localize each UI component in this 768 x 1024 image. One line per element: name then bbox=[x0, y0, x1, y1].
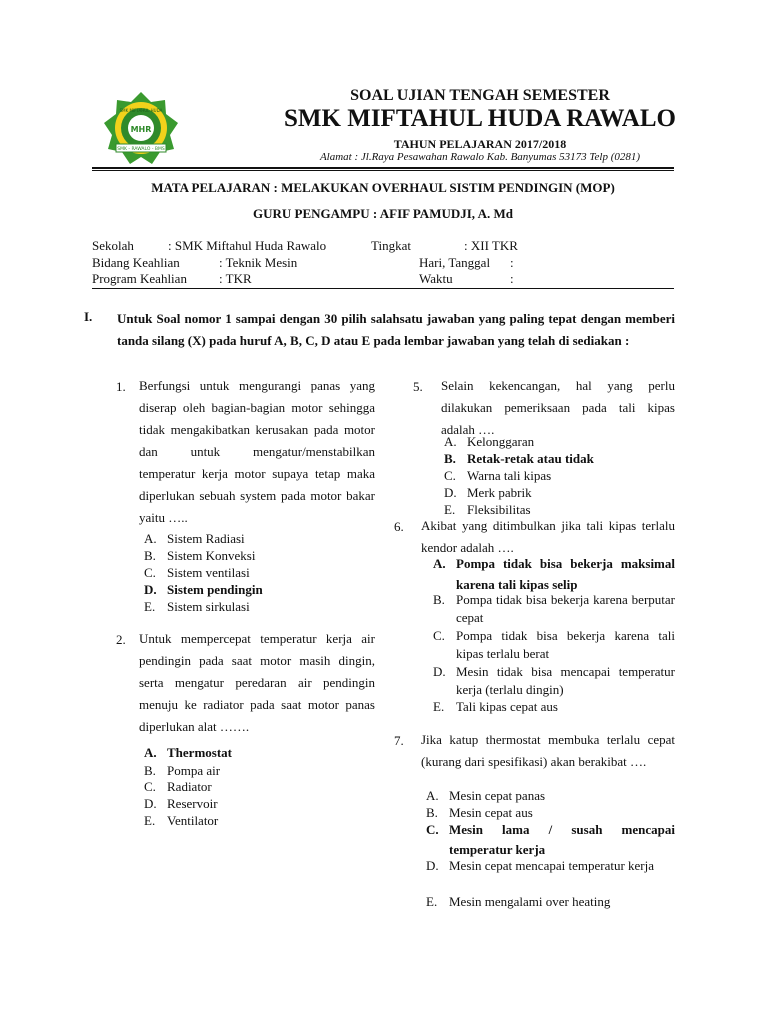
option-text: Pompa air bbox=[167, 763, 221, 778]
option-letter: B. bbox=[426, 805, 438, 820]
question-text: Untuk mempercepat temperatur kerja air pendingin pada saat motor masih dingin, serta mengatur peredaran air pendingin menuju ke radiator pada saat motor panas diperlukan alat ……. bbox=[139, 631, 375, 734]
option-text: Merk pabrik bbox=[467, 485, 532, 500]
section-number: I. bbox=[84, 309, 93, 324]
option-letter: C. bbox=[433, 628, 445, 643]
question-number: 1. bbox=[116, 379, 126, 394]
logo-center-text: MHR bbox=[130, 125, 152, 134]
header-divider bbox=[92, 167, 674, 169]
option-letter: A. bbox=[433, 556, 446, 571]
option-text: Sistem ventilasi bbox=[167, 565, 250, 580]
header-divider-thin bbox=[92, 170, 674, 171]
option-text: Pompa tidak bisa bekerja maksimal karena tali kipas selip bbox=[456, 556, 675, 592]
option-letter: A. bbox=[144, 745, 157, 760]
option-text: Pompa tidak bisa bekerja karena tali kipas terlalu berat bbox=[456, 628, 675, 661]
logo-banner-text: SMK - RAWALO - BMS bbox=[117, 147, 165, 152]
option-letter: B. bbox=[144, 763, 156, 778]
option-text: Tali kipas cepat aus bbox=[456, 699, 558, 714]
option-letter: B. bbox=[144, 548, 156, 563]
option-letter: E. bbox=[144, 813, 156, 828]
option-letter: D. bbox=[444, 485, 457, 500]
hari-label: Hari, Tanggal bbox=[419, 255, 491, 270]
option-text: Mesin cepat panas bbox=[449, 788, 546, 803]
option-letter: E. bbox=[433, 699, 445, 714]
option-text: Fleksibilitas bbox=[467, 502, 531, 517]
question-number: 5. bbox=[413, 379, 423, 394]
option-letter: A. bbox=[444, 434, 457, 449]
option-text: Retak-retak atau tidak bbox=[467, 451, 594, 466]
option-text: Pompa tidak bisa bekerja karena berputar cepat bbox=[456, 592, 675, 625]
teacher-line: GURU PENGAMPU : AFIF PAMUDJI, A. Md bbox=[253, 206, 513, 221]
option-text: Mesin tidak bisa mencapai temperatur kerja (terlalu dingin) bbox=[456, 664, 675, 697]
option-letter: E. bbox=[444, 502, 456, 517]
tingkat-label: Tingkat bbox=[371, 238, 411, 253]
tingkat-value: : XII TKR bbox=[464, 238, 518, 253]
option-d bbox=[426, 856, 675, 875]
question-text: Berfungsi untuk mengurangi panas yang diserap oleh bagian-bagian motor sehingga tidak mengakibatkan kerusakan pada motor dan untuk mengatur/menstabilkan temperatur kerja motor supaya tetap maka diperlukan sebuah system pada motor bakar yaitu ….. bbox=[139, 378, 375, 525]
question-text: Selain kekencangan, hal yang perlu dilakukan pemeriksaan pada tali kipas adalah …. bbox=[441, 378, 675, 437]
option-letter: C. bbox=[144, 565, 156, 580]
option-text: Mesin mengalami over heating bbox=[449, 894, 611, 909]
bidang-value: : Teknik Mesin bbox=[219, 255, 298, 270]
sekolah-label: Sekolah bbox=[92, 238, 134, 253]
option-a-answer bbox=[433, 553, 675, 595]
question-text: Jika katup thermostat membuka terlalu cepat (kurang dari spesifikasi) akan berakibat …. bbox=[421, 732, 675, 769]
option-text: Warna tali kipas bbox=[467, 468, 552, 483]
waktu-value: : bbox=[510, 271, 514, 286]
question-number: 2. bbox=[116, 632, 126, 647]
school-name: SMK MIFTAHUL HUDA RAWALO bbox=[284, 105, 676, 132]
option-letter: C. bbox=[444, 468, 456, 483]
option-letter: A. bbox=[426, 788, 439, 803]
info-divider bbox=[92, 288, 674, 289]
question-text: Akibat yang ditimbulkan jika tali kipas terlalu kendor adalah …. bbox=[421, 518, 675, 555]
waktu-label: Waktu bbox=[419, 271, 453, 286]
sekolah-value: : SMK Miftahul Huda Rawalo bbox=[168, 238, 327, 253]
hari-value: : bbox=[510, 255, 514, 270]
option-letter: C. bbox=[426, 822, 439, 837]
option-c bbox=[433, 627, 675, 663]
option-text: Mesin cepat aus bbox=[449, 805, 533, 820]
option-text: Radiator bbox=[167, 779, 212, 794]
option-text: Sistem Radiasi bbox=[167, 531, 245, 546]
question-number: 7. bbox=[394, 733, 404, 748]
section-instruction: Untuk Soal nomor 1 sampai dengan 30 pilih salahsatu jawaban yang paling tepat dengan memberi tanda silang (X) pada huruf A, B, C, D atau E pada lembar jawaban yang telah di sediakan : bbox=[117, 311, 675, 348]
option-letter: D. bbox=[144, 796, 157, 811]
option-letter: C. bbox=[144, 779, 156, 794]
option-text: Sistem pendingin bbox=[167, 582, 263, 597]
option-text: Sistem sirkulasi bbox=[167, 599, 250, 614]
option-text: Thermostat bbox=[167, 745, 232, 760]
option-text: Mesin cepat mencapai temperatur kerja bbox=[449, 858, 655, 873]
option-letter: E. bbox=[144, 599, 156, 614]
option-c-answer bbox=[426, 820, 675, 860]
school-logo bbox=[102, 90, 180, 168]
question-number: 6. bbox=[394, 519, 404, 534]
option-text: Ventilator bbox=[167, 813, 219, 828]
option-letter: D. bbox=[433, 664, 446, 679]
logo-top-text: SMK MIFTAHUL HUDA bbox=[119, 108, 163, 113]
academic-year: TAHUN PELAJARAN 2017/2018 bbox=[393, 137, 567, 151]
option-letter: D. bbox=[426, 858, 439, 873]
exam-title: SOAL UJIAN TENGAH SEMESTER bbox=[350, 87, 610, 104]
option-letter: B. bbox=[433, 592, 445, 607]
option-letter: E. bbox=[426, 894, 438, 909]
program-value: : TKR bbox=[219, 271, 252, 286]
option-text: Mesin lama / susah mencapai temperatur kerja bbox=[449, 822, 675, 857]
option-b bbox=[433, 591, 675, 627]
option-letter: A. bbox=[144, 531, 157, 546]
bidang-label: Bidang Keahlian bbox=[92, 255, 180, 270]
option-text: Kelonggaran bbox=[467, 434, 535, 449]
option-text: Sistem Konveksi bbox=[167, 548, 256, 563]
subject-line: MATA PELAJARAN : MELAKUKAN OVERHAUL SISTIM PENDINGIN (MOP) bbox=[151, 180, 615, 195]
school-address: Alamat : Jl.Raya Pesawahan Rawalo Kab. Banyumas 53173 Telp (0281) bbox=[319, 151, 641, 163]
option-letter: B. bbox=[444, 451, 456, 466]
program-label: Program Keahlian bbox=[92, 271, 187, 286]
option-d bbox=[433, 663, 675, 699]
option-letter: D. bbox=[144, 582, 157, 597]
option-text: Reservoir bbox=[167, 796, 218, 811]
